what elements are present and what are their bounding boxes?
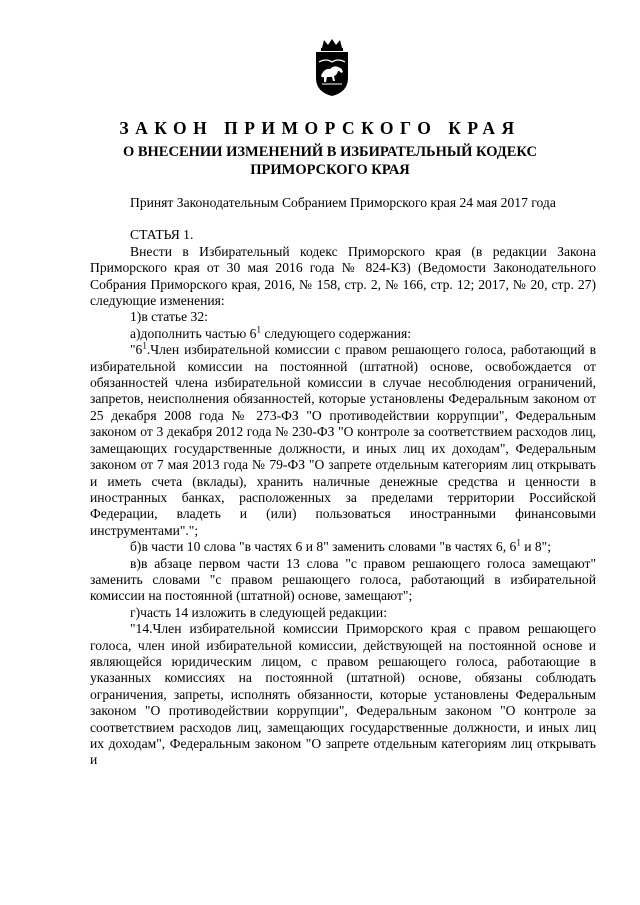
document-body: [90, 195, 596, 769]
part-14-text: "14.Член избирательной комиссии Приморского края с правом решающего голоса, член иной избирательной комиссии, действующей на постоянной основе и являющейся юридическим лицом, с правом решающего голоса, работающие в указанных комиссиях на постоянной (штатной) основе, обязаны соблюдать ограничения, запреты, исполнять обязанности, которые установлены Федеральным законом "О противодействии коррупции", Федеральным законом "О контроле за соответствием расходов лиц, замещающих государственные должности, и иных лиц их доходам", Федеральным законом "О запрете отдельным категориям лиц открывать и: [90, 621, 596, 768]
superscript: 1: [516, 537, 521, 548]
item-b: [90, 539, 596, 555]
item-v: в)в абзаце первом части 13 слова "с правом решающего голоса замещают" заменить словами "с правом решающего голоса, работающий в избирательной комиссии на постоянной (штатной) основе, замещают";: [90, 555, 596, 604]
part-6-1-body: .Член избирательной комиссии с правом решающего голоса, работающий в избирательной комиссии на постоянной (штатной) основе, освобождается от обязанностей члена избирательной комиссии в случае несоблюдения ограничений, запретов, неисполнения обязанностей, которые установлены Федеральным законом от 25 декабря 2008 года № 273-ФЗ "О противодействии коррупции", Федеральным законом от 3 декабря 2012 года № 230-ФЗ "О контроле за соответствием расходов лиц, замещающих государственные должности, и иных лиц их доходам", Федеральным законом от 7 мая 2013 года № 79-ФЗ "О запрете отдельным категориям лиц открывать и иметь счета (вклады), хранить наличные денежные средства и ценности в иностранных банках, расположенных за пределами территории Российской Федерации, владеть и (или) пользоваться иностранными финансовыми инструментами".";: [90, 342, 596, 538]
item-a: [90, 326, 596, 342]
article-intro: Внести в Избирательный кодекс Приморского края (в редакции Закона Приморского края от 30 мая 2016 года № 824-КЗ) (Ведомости Законодательного Собрания Приморского края, 2016, № 158, стр. 2, № 166, стр. 12; 2017, № 20, стр. 27) следующие изменения:: [90, 243, 596, 309]
superscript: 1: [256, 324, 261, 335]
item-a-text: а)дополнить частью 6: [130, 325, 257, 341]
item-a-tail: следующего содержания:: [260, 325, 411, 341]
document-subtitle: [120, 143, 540, 179]
adoption-note: Принят Законодательным Собранием Приморского края 24 мая 2017 года: [130, 195, 556, 210]
item-b-tail: и 8";: [520, 539, 552, 555]
subtitle-line-1: О ВНЕСЕНИИ ИЗМЕНЕНИЙ В ИЗБИРАТЕЛЬНЫЙ КОДЕКС: [122, 144, 538, 160]
item-g: г)часть 14 изложить в следующей редакции:: [130, 604, 387, 620]
article-heading: СТАТЬЯ 1.: [130, 227, 194, 243]
coat-of-arms-icon: [310, 38, 354, 98]
subtitle-line-2: ПРИМОРСКОГО КРАЯ: [250, 162, 410, 178]
part-6-1-text: [90, 342, 596, 539]
item-1: 1)в статье 32:: [130, 309, 208, 325]
superscript: 1: [142, 340, 147, 351]
part-6-1-number: "6: [130, 342, 143, 358]
document-title: ЗАКОН ПРИМОРСКОГО КРАЯ: [119, 118, 521, 138]
item-b-text: б)в части 10 слова "в частях 6 и 8" заменить словами "в частях 6, 6: [130, 539, 517, 555]
